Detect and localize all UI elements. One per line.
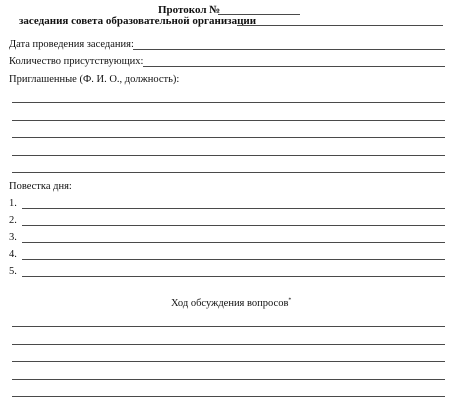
meeting-date-line xyxy=(133,49,445,50)
discussion-line xyxy=(12,326,445,327)
discussion-line xyxy=(12,344,445,345)
discussion-line xyxy=(12,396,445,397)
agenda-item-number: 3. xyxy=(9,232,17,243)
invited-line xyxy=(12,137,445,138)
footnote-mark: * xyxy=(288,297,292,304)
invited-line xyxy=(12,155,445,156)
invited-label: Приглашенные (Ф. И. О., должность): xyxy=(9,74,180,85)
agenda-item-number: 5. xyxy=(9,266,17,277)
invited-line xyxy=(12,172,445,173)
agenda-item-number: 1. xyxy=(9,198,17,209)
agenda-item-line xyxy=(22,225,445,226)
protocol-subtitle: заседания совета образовательной организации xyxy=(19,15,257,27)
invited-line xyxy=(12,102,445,103)
agenda-item-line xyxy=(22,242,445,243)
organization-name-line xyxy=(237,25,443,26)
agenda-item-line xyxy=(22,208,445,209)
agenda-label: Повестка дня: xyxy=(9,181,72,192)
discussion-title xyxy=(171,298,291,310)
attendees-count-line xyxy=(143,66,445,67)
discussion-line xyxy=(12,379,445,380)
meeting-date-label: Дата проведения заседания: xyxy=(9,39,134,50)
agenda-item-line xyxy=(22,276,445,277)
agenda-item-line xyxy=(22,259,445,260)
protocol-title: Протокол № xyxy=(158,4,221,16)
invited-line xyxy=(12,120,445,121)
agenda-item-number: 2. xyxy=(9,215,17,226)
discussion-line xyxy=(12,361,445,362)
agenda-item-number: 4. xyxy=(9,249,17,260)
attendees-count-label: Количество присутствующих: xyxy=(9,56,144,67)
discussion-title-text: Ход обсуждения вопросов xyxy=(171,298,289,309)
